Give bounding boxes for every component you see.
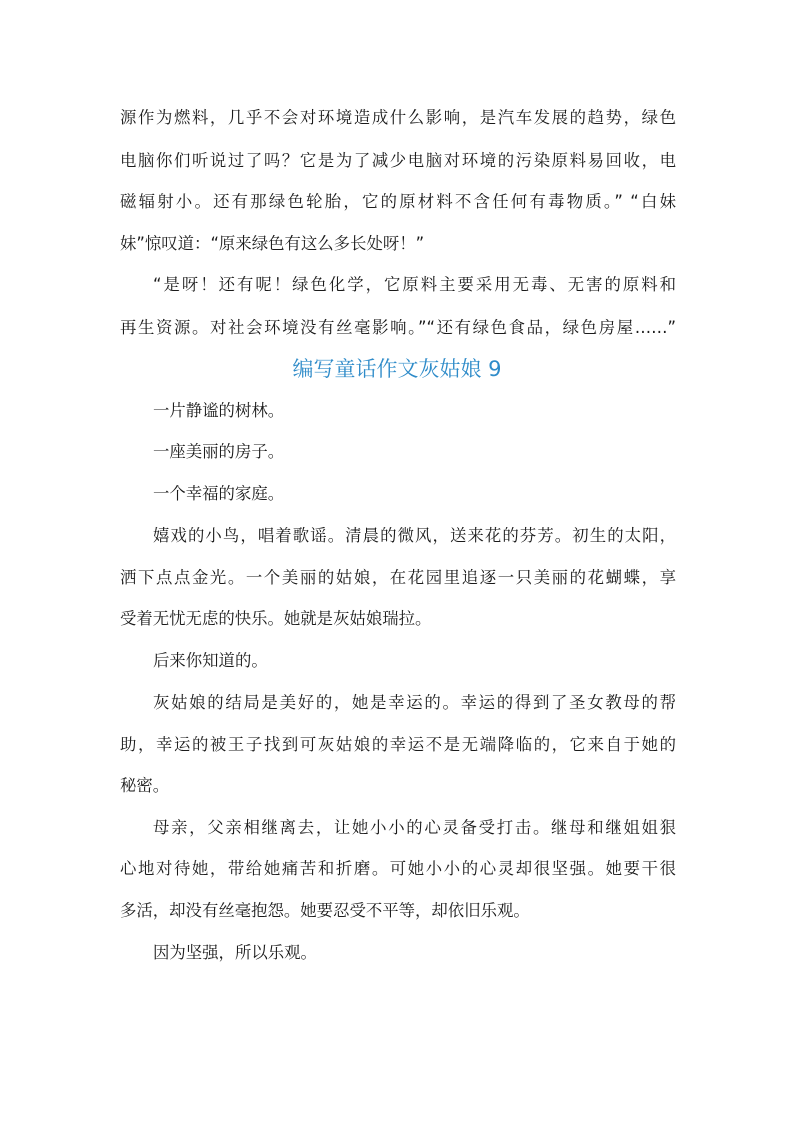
paragraph-line: “是呀！还有呢！绿色化学，它原料主要采用无毒、无害的原料和 [153,275,676,294]
section-title: 编写童话作文灰姑娘 9 [292,357,502,381]
paragraph-line: 妹”惊叹道：“原来绿色有这么多长处呀！” [120,234,425,253]
paragraph-line: 心地对待她，带给她痛苦和折磨。可她小小的心灵却很坚强。她要干很 [120,859,676,878]
paragraph-line: 受着无忧无虑的快乐。她就是灰姑娘瑞拉。 [120,609,432,628]
paragraph-line: 助，幸运的被王子找到可灰姑娘的幸运不是无端降临的，它来自于她的 [120,735,676,754]
paragraph-line: 一座美丽的房子。 [153,442,285,461]
paragraph-line: 母亲，父亲相继离去，让她小小的心灵备受打击。继母和继姐姐狠 [153,818,676,837]
paragraph-line: 多活，却没有丝毫抱怨。她要忍受不平等，却依旧乐观。 [120,901,530,920]
paragraph-line: 后来你知道的。 [153,651,268,670]
paragraph-line: 再生资源。对社会环境没有丝毫影响。”“还有绿色食品，绿色房屋……” [120,318,676,337]
paragraph-line: 磁辐射小。还有那绿色轮胎，它的原材料不含任何有毒物质。” “白妹 [120,192,676,211]
paragraph-line: 因为坚强，所以乐观。 [153,943,317,962]
paragraph-line: 灰姑娘的结局是美好的，她是幸运的。幸运的得到了圣女教母的帮 [153,693,676,712]
paragraph-line: 洒下点点金光。一个美丽的姑娘，在花园里追逐一只美丽的花蝴蝶，享 [120,568,676,587]
paragraph-line: 一个幸福的家庭。 [153,484,285,503]
paragraph-line: 嬉戏的小鸟，唱着歌谣。清晨的微风，送来花的芬芳。初生的太阳， [153,526,676,545]
paragraph-line: 一片静谧的树林。 [153,401,285,420]
paragraph-line: 源作为燃料，几乎不会对环境造成什么影响，是汽车发展的趋势，绿色 [120,108,676,127]
paragraph-line: 电脑你们听说过了吗？它是为了减少电脑对环境的污染原料易回收，电 [120,151,676,170]
paragraph-line: 秘密。 [120,776,170,795]
